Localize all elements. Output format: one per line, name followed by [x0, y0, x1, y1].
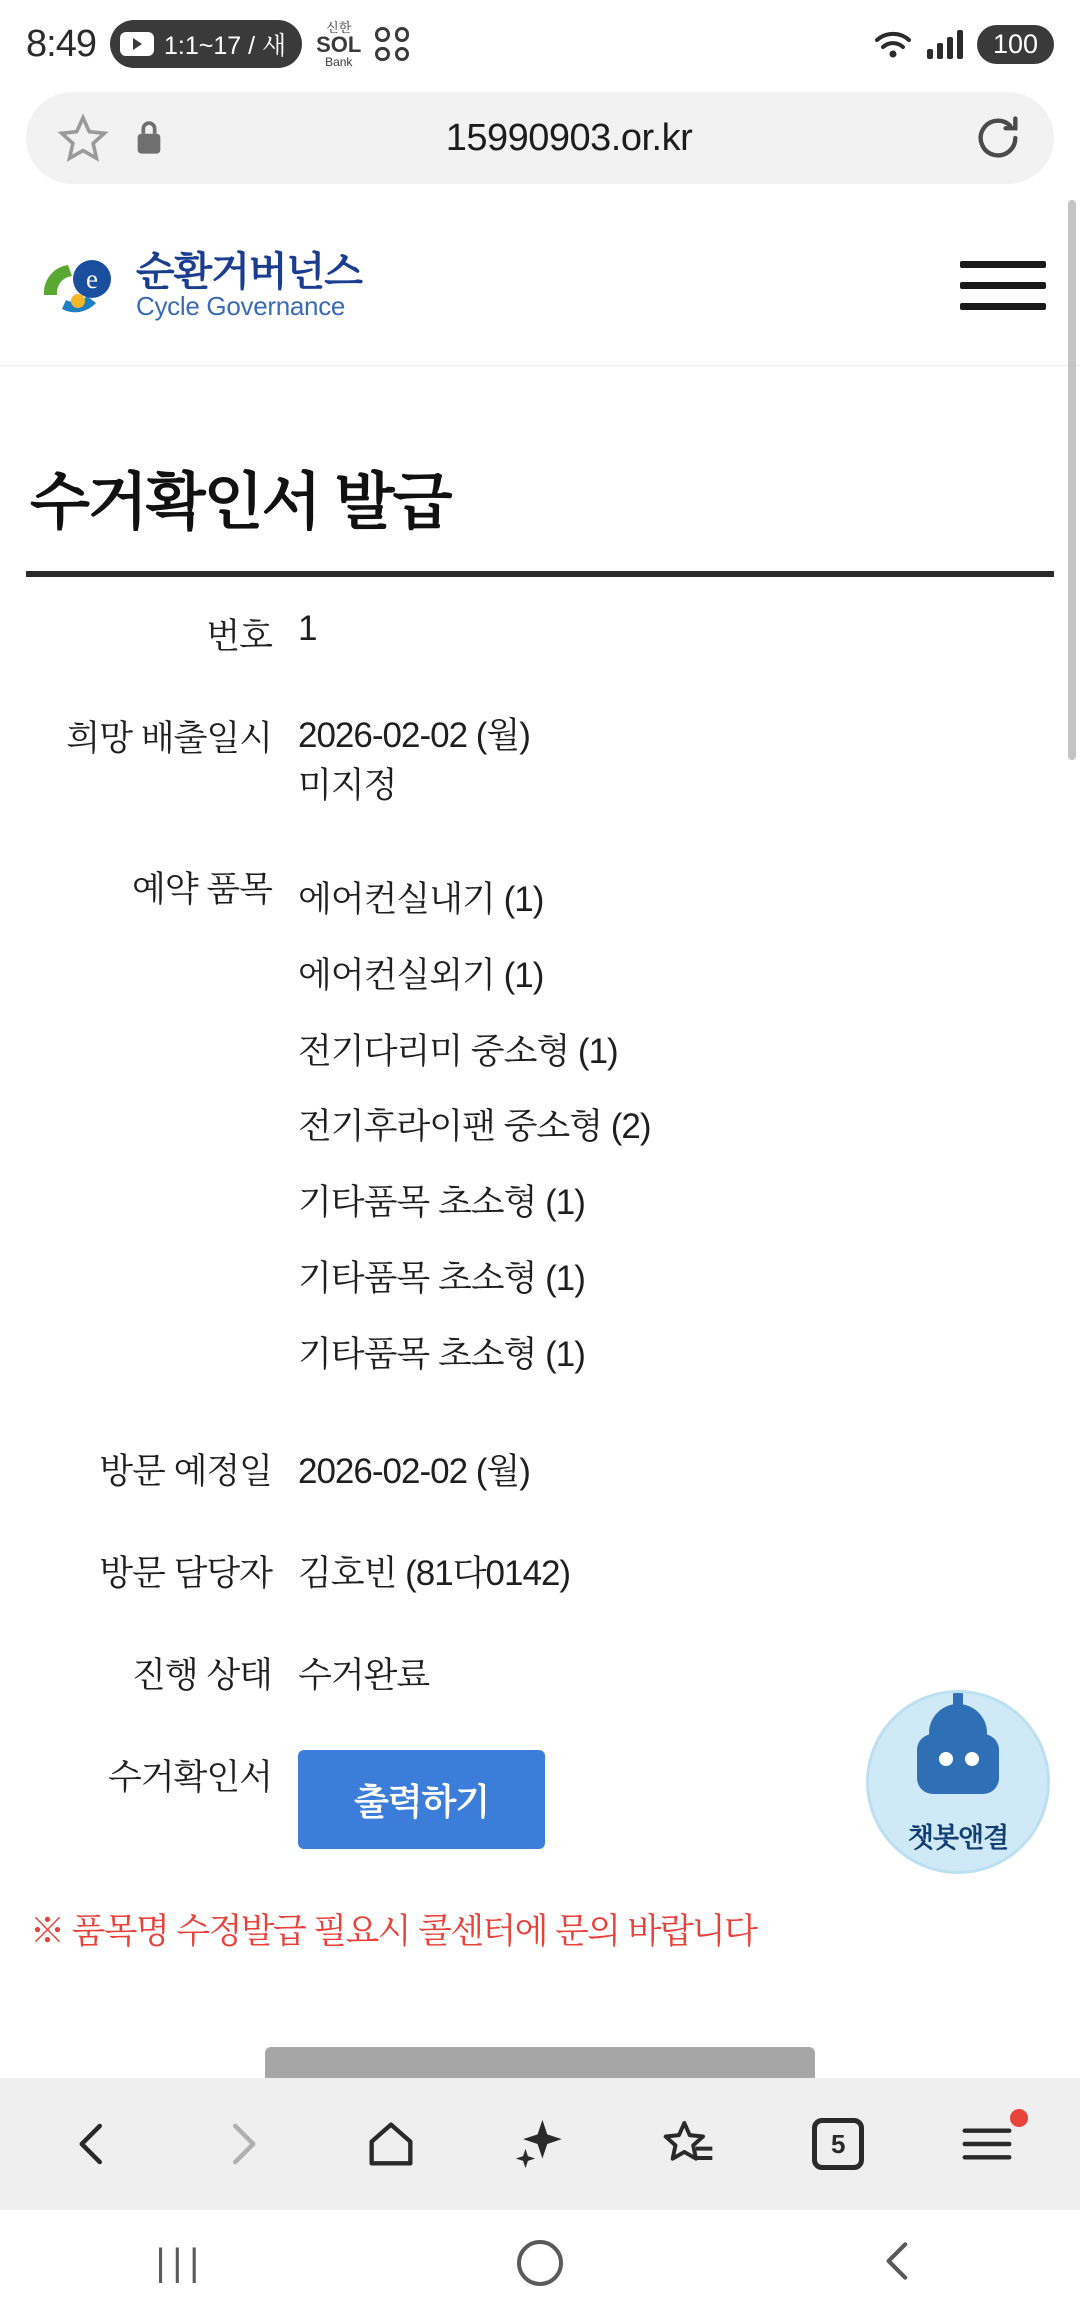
row-label-visit-person: 방문 담당자 [99, 1554, 272, 1594]
chatbot-label: 챗봇앤결 [907, 1823, 1009, 1853]
notice-text: ※ 품목명 수정발급 필요시 콜센터에 문의 바랍니다 [30, 1912, 757, 1952]
star-list-icon[interactable] [634, 2089, 744, 2199]
site-logo[interactable] [34, 249, 362, 323]
android-nav-bar [0, 2210, 1080, 2316]
lock-icon [132, 118, 166, 158]
wifi-icon [873, 29, 913, 59]
status-indicators [873, 25, 1054, 64]
reload-icon[interactable] [972, 112, 1024, 164]
row-label-certificate: 수거확인서 [107, 1758, 272, 1798]
row-value-items [298, 836, 1054, 1418]
chatbot-floating-button[interactable] [866, 1690, 1050, 1874]
row-value-desired-date [298, 685, 1054, 836]
site-menu-icon[interactable] [960, 261, 1046, 310]
menu-notification-dot [1010, 2109, 1028, 2127]
url-text[interactable]: 15990903.or.kr [445, 116, 693, 159]
row-value-visit-person: 김호빈 (81다0142) [298, 1554, 571, 1594]
page-title: 수거확인서 발급 [30, 468, 451, 537]
url-bar-container [0, 88, 1080, 206]
table-row [26, 836, 1054, 1418]
battery-indicator: 100 [977, 25, 1054, 64]
list-item: 에어컨실외기 (1) [298, 956, 544, 996]
table-row [26, 685, 1054, 836]
desired-date-line-1: 2026-02-02 (월) [298, 716, 530, 755]
list-item: 기타품목 초소형 (1) [298, 1334, 585, 1374]
media-notification-label: 1:1~17 / 새 [163, 32, 287, 60]
status-bar [0, 0, 1080, 88]
forward-chevron-icon[interactable] [187, 2089, 297, 2199]
reservation-detail-table [26, 583, 1054, 1875]
page-scrollbar[interactable] [1068, 200, 1076, 760]
chatbot-icon [903, 1708, 1013, 1812]
home-icon[interactable] [336, 2089, 446, 2199]
print-button[interactable]: 출력하기 [298, 1750, 545, 1849]
logo-english: Cycle Governance [136, 290, 346, 321]
page-content [0, 366, 1080, 2217]
table-row [26, 583, 1054, 685]
table-row [26, 1520, 1054, 1622]
row-label-progress: 진행 상태 [132, 1656, 272, 1696]
status-clock: 8:49 [26, 22, 96, 65]
svg-text:e: e [86, 263, 98, 294]
row-label-visit-date: 방문 예정일 [99, 1452, 272, 1492]
back-icon[interactable] [874, 2236, 924, 2291]
list-item: 전기후라이팬 중소형 (2) [298, 1107, 651, 1147]
back-chevron-icon[interactable] [38, 2089, 148, 2199]
tab-count-button[interactable] [783, 2089, 893, 2199]
list-item: 전기다리미 중소형 (1) [298, 1031, 618, 1071]
signal-bars-icon [927, 29, 963, 59]
row-label-desired-date: 희망 배출일시 [66, 719, 272, 758]
list-item: 에어컨실내기 (1) [298, 880, 544, 920]
app-grid-icon [375, 27, 409, 61]
table-row [26, 1418, 1054, 1520]
media-notification-pill[interactable] [110, 20, 302, 68]
title-divider [26, 571, 1054, 577]
site-logo-text [136, 251, 362, 320]
row-value-number: 1 [298, 609, 317, 648]
row-label-items: 예약 품목 [132, 870, 272, 910]
menu-icon[interactable] [932, 2089, 1042, 2199]
recents-icon[interactable]: ||| [155, 2241, 207, 2284]
list-item: 기타품목 초소형 (1) [298, 1258, 585, 1298]
youtube-icon [120, 32, 154, 56]
tab-count-label: 5 [812, 2118, 864, 2170]
url-bar[interactable] [26, 92, 1054, 184]
row-value-visit-date: 2026-02-02 (월) [298, 1452, 530, 1492]
desired-date-line-2: 미지정 [298, 765, 397, 805]
status-badge[interactable]: 수거완료 [298, 1656, 430, 1696]
row-label-number: 번호 [206, 617, 272, 656]
site-header [0, 206, 1080, 366]
table-row [26, 1622, 1054, 1724]
star-icon[interactable] [56, 111, 110, 165]
sol-bank-icon: 신한 SOL Bank [316, 19, 362, 69]
cycle-logo-icon [34, 249, 122, 323]
logo-korean: 순환거버넌스 [136, 249, 362, 294]
browser-toolbar [0, 2078, 1080, 2210]
home-circle-icon[interactable] [517, 2240, 563, 2286]
sparkle-icon[interactable] [485, 2089, 595, 2199]
list-item: 기타품목 초소형 (1) [298, 1183, 585, 1223]
